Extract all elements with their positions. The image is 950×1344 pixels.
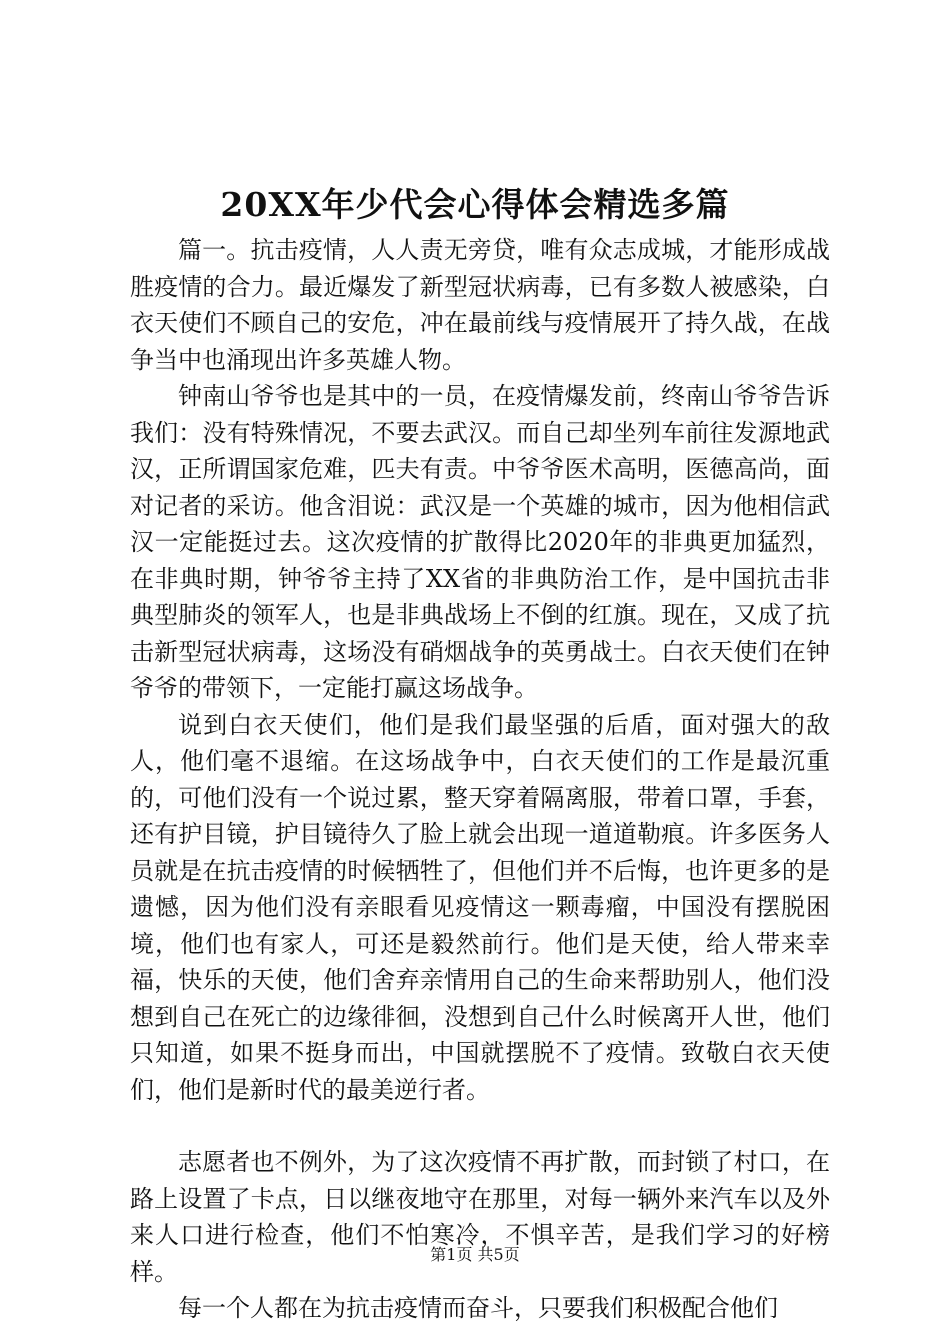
paragraph-3: 说到白衣天使们，他们是我们最坚强的后盾，面对强大的敌人，他们毫不退缩。在这场战争中，白衣天使们的工作是最沉重的，可他们没有一个说过累，整天穿着隔离服，带着口罩，手套，还有护目镜，护目镜待久了脸上就会出现一道道勒痕。许多医务人员就是在抗击疫情的时候牺牲了，但他们并不后悔，也许更多的是遗憾，因为他们没有亲眼看见疫情这一颗毒瘤，中国没有摆脱困境，他们也有家人，可还是毅然前行。他们是天使，给人带来幸福，快乐的天使，他们舍弃亲情用自己的生命来帮助别人，他们没想到自己在死亡的边缘徘徊，没想到自己什么时候离开人世，他们只知道，如果不挺身而出，中国就摆脱不了疫情。致敬白衣天使们，他们是新时代的最美逆行者。 <box>130 710 830 1104</box>
page-footer: 第1页 共5页 <box>430 1245 520 1264</box>
paragraph-1: 篇一。抗击疫情，人人责无旁贷，唯有众志成城，才能形成战胜疫情的合力。最近爆发了新型冠状病毒，已有多数人被感染，白衣天使们不顾自己的安危，冲在最前线与疫情展开了持久战，在战争当中也涌现出许多英雄人物。 <box>130 236 830 374</box>
document-title: 20XX年少代会心得体会精选多篇 <box>220 185 730 224</box>
paragraph-5: 每一个人都在为抗击疫情而奋斗，只要我们积极配合他们 <box>178 1294 778 1322</box>
paragraph-2: 钟南山爷爷也是其中的一员，在疫情爆发前，终南山爷爷告诉我们：没有特殊情况，不要去武汉。而自己却坐列车前往发源地武汉，正所谓国家危难，匹夫有责。中爷爷医术高明，医德高尚，面对记者的采访。他含泪说：武汉是一个英雄的城市，因为他相信武汉一定能挺过去。这次疫情的扩散得比2020年的非典更加猛烈，在非典时期，钟爷爷主持了XX省的非典防治工作，是中国抗击非典型肺炎的领军人，也是非典战场上不倒的红旗。现在，又成了抗击新型冠状病毒，这场没有硝烟战争的英勇战士。白衣天使们在钟爷爷的带领下，一定能打赢这场战争。 <box>130 382 830 702</box>
paragraph-4: 志愿者也不例外，为了这次疫情不再扩散，而封锁了村口，在路上设置了卡点，日以继夜地守在那里，对每一辆外来汽车以及外来人口进行检查，他们不怕寒冷，不惧辛苦，是我们学习的好榜样。 <box>130 1148 830 1286</box>
document-body <box>130 232 830 1327</box>
